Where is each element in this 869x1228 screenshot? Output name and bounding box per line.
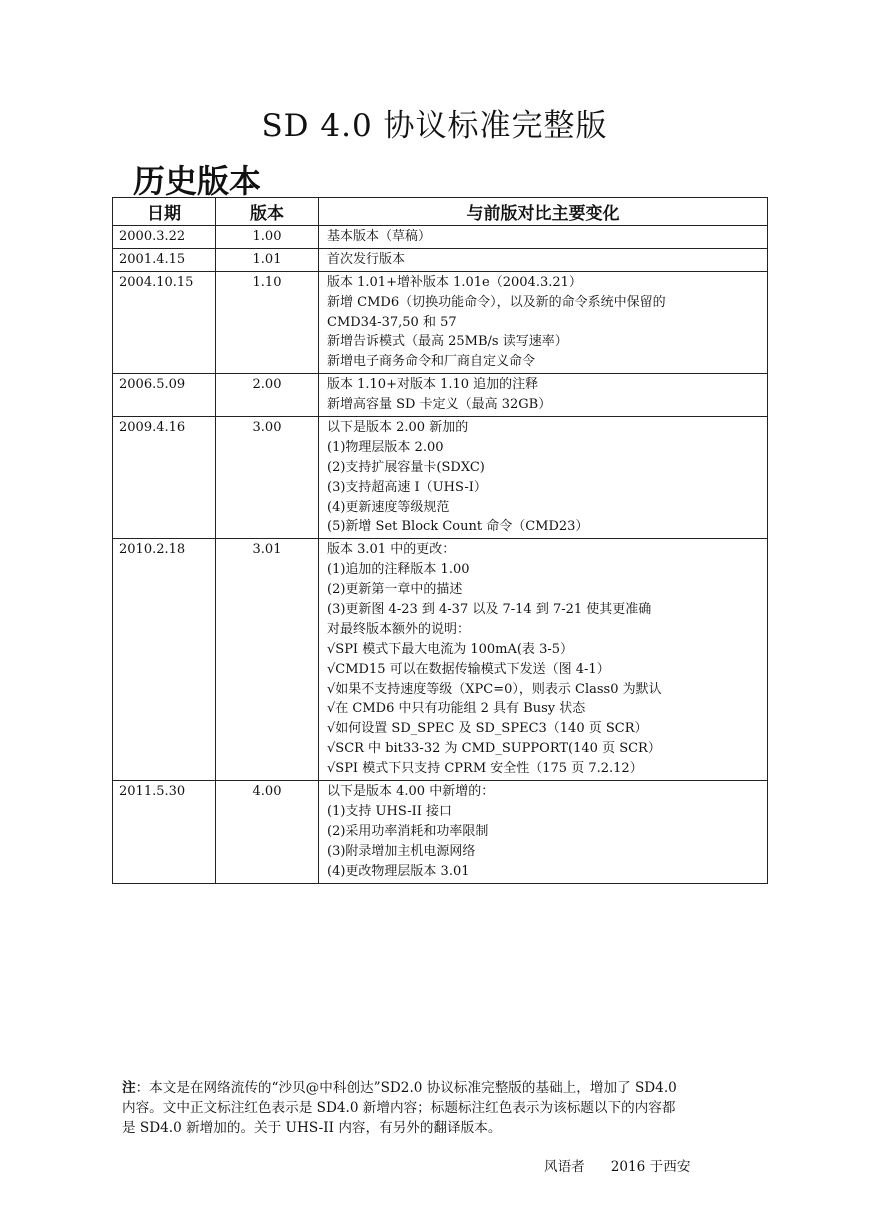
row-changes xyxy=(319,248,768,271)
header-changes: 与前版对比主要变化 xyxy=(319,198,768,226)
signature-date-place: 2016 于西安 xyxy=(610,1159,691,1175)
change-line: 对最终版本额外的说明： xyxy=(327,621,471,637)
row-date: 2011.5.30 xyxy=(113,781,216,883)
change-line: 基本版本（草稿） xyxy=(327,229,432,244)
change-line: 首次发行版本 xyxy=(327,251,406,267)
version-history-table xyxy=(112,197,768,884)
row-changes xyxy=(319,271,768,373)
row-version: 2.00 xyxy=(216,374,319,417)
row-version: 1.10 xyxy=(216,271,319,373)
row-version: 3.01 xyxy=(216,539,319,781)
row-version: 4.00 xyxy=(216,781,319,883)
table-row xyxy=(113,271,768,373)
row-changes xyxy=(319,226,768,249)
row-date: 2006.5.09 xyxy=(113,374,216,417)
table-header-row xyxy=(113,198,768,226)
change-line: 新增电子商务命令和厂商自定义命令 xyxy=(327,354,536,370)
footnote-label: 注 xyxy=(122,1080,136,1096)
change-line: (2)支持扩展容量卡(SDXC) xyxy=(327,459,485,475)
footnote-text-line: ：本文是在网络流传的“沙贝@中科创达”SD2.0 协议标准完整版的基础上，增加了 SD4.0 xyxy=(135,1080,677,1096)
change-line: √在 CMD6 中只有功能组 2 具有 Busy 状态 xyxy=(327,701,586,717)
change-line: (3)支持超高速 I（UHS-I） xyxy=(327,479,487,495)
change-line: (2)采用功率消耗和功率限制 xyxy=(327,823,489,839)
change-line: 版本 1.10+对版本 1.10 追加的注释 xyxy=(327,377,539,393)
row-date: 2010.2.18 xyxy=(113,539,216,781)
row-version: 1.01 xyxy=(216,248,319,271)
change-line: (1)支持 UHS-II 接口 xyxy=(327,803,453,819)
section-heading: 历史版本 xyxy=(133,162,262,200)
header-version: 版本 xyxy=(216,198,319,226)
row-date: 2004.10.15 xyxy=(113,271,216,373)
row-changes xyxy=(319,781,768,883)
footnote xyxy=(122,1078,750,1138)
table-row xyxy=(113,248,768,271)
change-line: √如何设置 SD_SPEC 及 SD_SPEC3（140 页 SCR） xyxy=(327,721,648,737)
change-line: 新增 CMD6（切换功能命令），以及新的命令系统中保留的 xyxy=(327,294,666,310)
footnote-text-line: 是 SD4.0 新增加的。关于 UHS-II 内容，有另外的翻译版本。 xyxy=(122,1120,502,1136)
row-changes xyxy=(319,374,768,417)
row-date: 2009.4.16 xyxy=(113,417,216,539)
change-line: 版本 3.01 中的更改： xyxy=(327,542,456,558)
row-version: 1.00 xyxy=(216,226,319,249)
signature xyxy=(544,1155,690,1175)
row-changes xyxy=(319,417,768,539)
change-line: 以下是版本 4.00 中新增的： xyxy=(327,784,495,800)
document-title: SD 4.0 协议标准完整版 xyxy=(261,108,608,144)
change-line: 新增告诉模式（最高 25MB/s 读写速率） xyxy=(327,334,568,350)
table-row xyxy=(113,374,768,417)
change-line: 版本 1.01+增补版本 1.01e（2004.3.21） xyxy=(327,274,582,290)
change-line: (2)更新第一章中的描述 xyxy=(327,582,463,598)
signature-author: 风语者 xyxy=(544,1159,585,1175)
change-line: (1)追加的注释版本 1.00 xyxy=(327,562,470,578)
row-date: 2000.3.22 xyxy=(113,226,216,249)
change-line: √SPI 模式下最大电流为 100mA(表 3-5） xyxy=(327,641,574,657)
change-line: 新增高容量 SD 卡定义（最高 32GB） xyxy=(327,397,552,413)
footnote-text-line: 内容。文中正文标注红色表示是 SD4.0 新增内容；标题标注红色表示为该标题以下的内容都 xyxy=(122,1100,676,1116)
row-changes xyxy=(319,539,768,781)
change-line: √SCR 中 bit33-32 为 CMD_SUPPORT(140 页 SCR） xyxy=(327,741,661,757)
change-line: (4)更新速度等级规范 xyxy=(327,499,450,515)
change-line: √如果不支持速度等级（XPC=0），则表示 Class0 为默认 xyxy=(327,681,662,697)
change-line: (1)物理层版本 2.00 xyxy=(327,439,444,455)
change-line: 以下是版本 2.00 新加的 xyxy=(327,420,469,436)
row-version: 3.00 xyxy=(216,417,319,539)
change-line: √SPI 模式下只支持 CPRM 安全性（175 页 7.2.12） xyxy=(327,761,643,777)
table-row xyxy=(113,539,768,781)
table-row xyxy=(113,226,768,249)
change-line: √CMD15 可以在数据传输模式下发送（图 4-1） xyxy=(327,661,610,677)
change-line: (3)更新图 4-23 到 4-37 以及 7-14 到 7-21 使其更准确 xyxy=(327,602,652,618)
table-row xyxy=(113,417,768,539)
change-line: (3)附录增加主机电源网络 xyxy=(327,843,476,859)
header-date: 日期 xyxy=(113,198,216,226)
change-line: CMD34-37,50 和 57 xyxy=(327,314,457,330)
change-line: (4)更改物理层版本 3.01 xyxy=(327,863,470,879)
table-row xyxy=(113,781,768,883)
change-line: (5)新增 Set Block Count 命令（CMD23） xyxy=(327,519,589,535)
row-date: 2001.4.15 xyxy=(113,248,216,271)
